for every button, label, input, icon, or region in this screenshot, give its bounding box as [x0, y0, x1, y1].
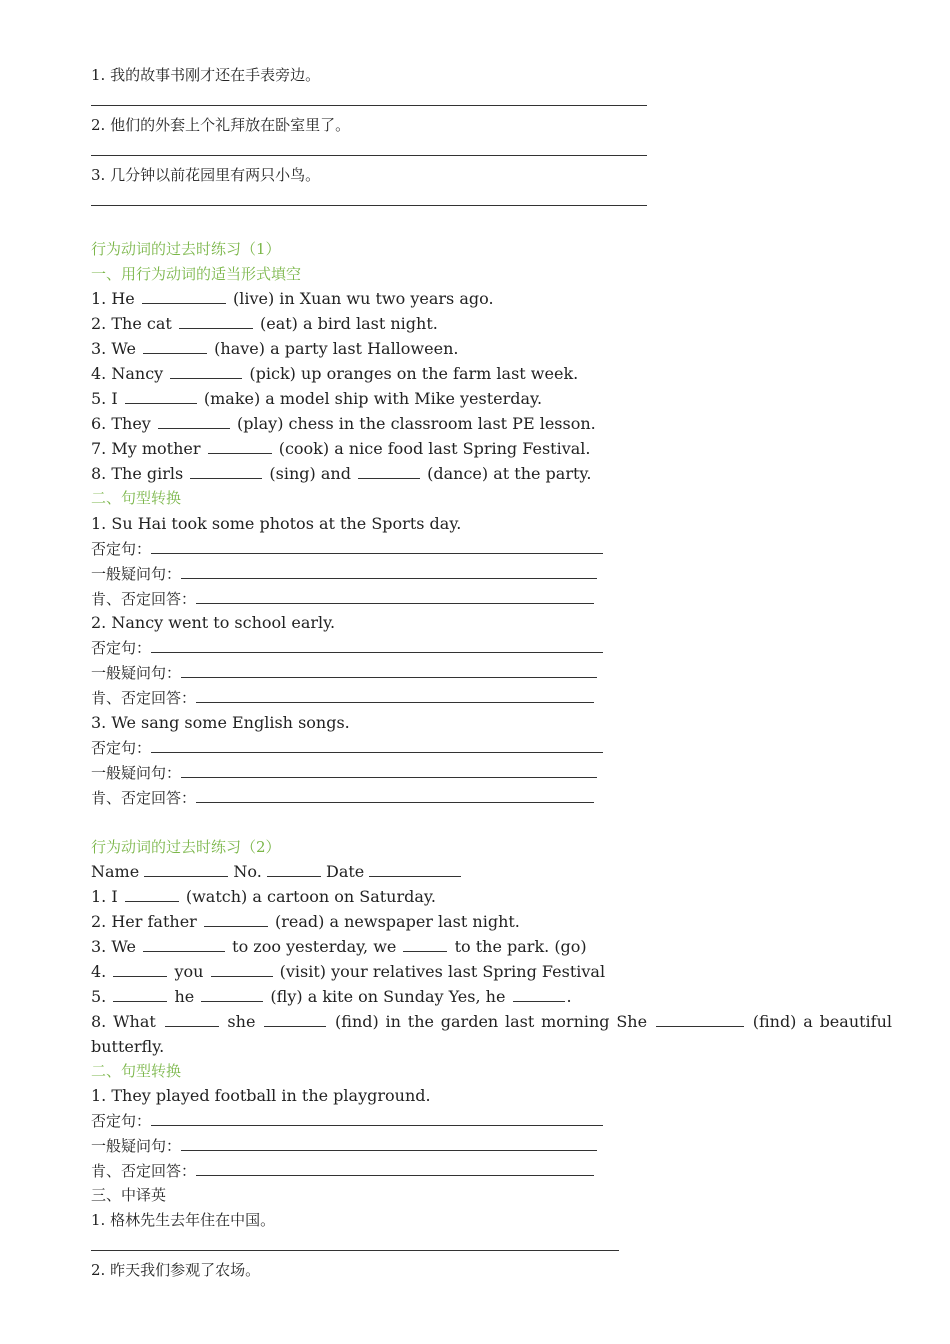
blank[interactable]	[656, 1012, 744, 1027]
transform-sentence-2: 2. Nancy went to school early.	[91, 613, 336, 632]
fill-item-2: 2. The cat (eat) a bird last night.	[91, 314, 438, 333]
blank[interactable]	[264, 1012, 326, 1027]
blank[interactable]	[113, 962, 167, 977]
question-row: 一般疑问句：	[91, 1135, 892, 1157]
blank[interactable]	[201, 987, 263, 1002]
blank[interactable]	[125, 389, 197, 404]
negative-row: 否定句：	[91, 737, 892, 759]
negative-row: 否定句：	[91, 538, 892, 560]
blank[interactable]	[170, 364, 242, 379]
answer-row: 肯、否定回答：	[91, 1160, 892, 1182]
translation-item-3: 3. 几分钟以前花园里有两只小鸟。	[91, 166, 321, 184]
section-1-part-1-title: 一、用行为动词的适当形式填空	[91, 265, 302, 283]
blank[interactable]	[358, 464, 420, 479]
transform-sentence-3: 3. We sang some English songs.	[91, 713, 350, 732]
answer-line[interactable]	[91, 155, 647, 156]
fill-item-1: 1. I (watch) a cartoon on Saturday.	[91, 887, 436, 906]
translation-item-2: 2. 昨天我们参观了农场。	[91, 1261, 261, 1279]
answer-row: 肯、否定回答：	[91, 588, 892, 610]
blank[interactable]	[125, 887, 179, 902]
fill-item-4: 4. you (visit) your relatives last Spring Festival	[91, 962, 606, 981]
section-1-title: 行为动词的过去时练习（1）	[91, 240, 281, 258]
number-input[interactable]	[267, 862, 321, 877]
question-input[interactable]	[181, 663, 597, 678]
answer-row: 肯、否定回答：	[91, 687, 892, 709]
question-input[interactable]	[181, 1136, 597, 1151]
question-input[interactable]	[181, 763, 597, 778]
answer-row: 肯、否定回答：	[91, 787, 892, 809]
blank[interactable]	[211, 962, 273, 977]
section-1-part-2-title: 二、句型转换	[91, 489, 182, 507]
fill-item-1: 1. He (live) in Xuan wu two years ago.	[91, 289, 494, 308]
blank[interactable]	[179, 314, 253, 329]
answer-input[interactable]	[196, 1161, 594, 1176]
student-info-row: Name No. Date	[91, 861, 892, 883]
blank[interactable]	[113, 987, 167, 1002]
section-2-part-3-title: 三、中译英	[91, 1186, 167, 1204]
fill-item-8: 8. The girls (sing) and (dance) at the party.	[91, 464, 592, 483]
transform-sentence-1: 1. Su Hai took some photos at the Sports day.	[91, 514, 462, 533]
fill-item-8: 8. What she (find) in the garden last morning She (find) a beautiful	[91, 1012, 892, 1031]
blank[interactable]	[143, 937, 225, 952]
fill-item-3: 3. We (have) a party last Halloween.	[91, 339, 459, 358]
blank[interactable]	[204, 912, 268, 927]
answer-line[interactable]	[91, 205, 647, 206]
name-input[interactable]	[144, 862, 228, 877]
section-2-title: 行为动词的过去时练习（2）	[91, 838, 281, 856]
translation-item-1: 1. 我的故事书刚才还在手表旁边。	[91, 66, 321, 84]
answer-line[interactable]	[91, 1250, 619, 1251]
fill-item-3: 3. We to zoo yesterday, we to the park. (go)	[91, 937, 587, 956]
fill-item-4: 4. Nancy (pick) up oranges on the farm last week.	[91, 364, 579, 383]
blank[interactable]	[513, 987, 565, 1002]
fill-item-5: 5. I (make) a model ship with Mike yesterday.	[91, 389, 543, 408]
blank[interactable]	[142, 289, 226, 304]
translation-item-2: 2. 他们的外套上个礼拜放在卧室里了。	[91, 116, 351, 134]
blank[interactable]	[158, 414, 230, 429]
fill-item-6: 6. They (play) chess in the classroom last PE lesson.	[91, 414, 596, 433]
answer-input[interactable]	[196, 788, 594, 803]
negative-row: 否定句：	[91, 1110, 892, 1132]
negative-input[interactable]	[151, 539, 603, 554]
question-row: 一般疑问句：	[91, 762, 892, 784]
blank[interactable]	[208, 439, 272, 454]
fill-item-7: 7. My mother (cook) a nice food last Spring Festival.	[91, 439, 591, 458]
blank[interactable]	[190, 464, 262, 479]
negative-input[interactable]	[151, 738, 603, 753]
blank[interactable]	[143, 339, 207, 354]
answer-input[interactable]	[196, 688, 594, 703]
question-row: 一般疑问句：	[91, 563, 892, 585]
fill-item-5: 5. he (fly) a kite on Sunday Yes, he .	[91, 987, 572, 1006]
fill-item-8-continued: butterfly.	[91, 1037, 165, 1056]
blank[interactable]	[165, 1012, 219, 1027]
negative-input[interactable]	[151, 638, 603, 653]
date-input[interactable]	[369, 862, 461, 877]
negative-input[interactable]	[151, 1111, 603, 1126]
section-2-part-2-title: 二、句型转换	[91, 1062, 182, 1080]
answer-input[interactable]	[196, 589, 594, 604]
question-row: 一般疑问句：	[91, 662, 892, 684]
question-input[interactable]	[181, 564, 597, 579]
answer-line[interactable]	[91, 105, 647, 106]
blank[interactable]	[403, 937, 447, 952]
translation-item-1: 1. 格林先生去年住在中国。	[91, 1211, 276, 1229]
transform-sentence-1: 1. They played football in the playground.	[91, 1086, 431, 1105]
negative-row: 否定句：	[91, 637, 892, 659]
fill-item-2: 2. Her father (read) a newspaper last night.	[91, 912, 520, 931]
